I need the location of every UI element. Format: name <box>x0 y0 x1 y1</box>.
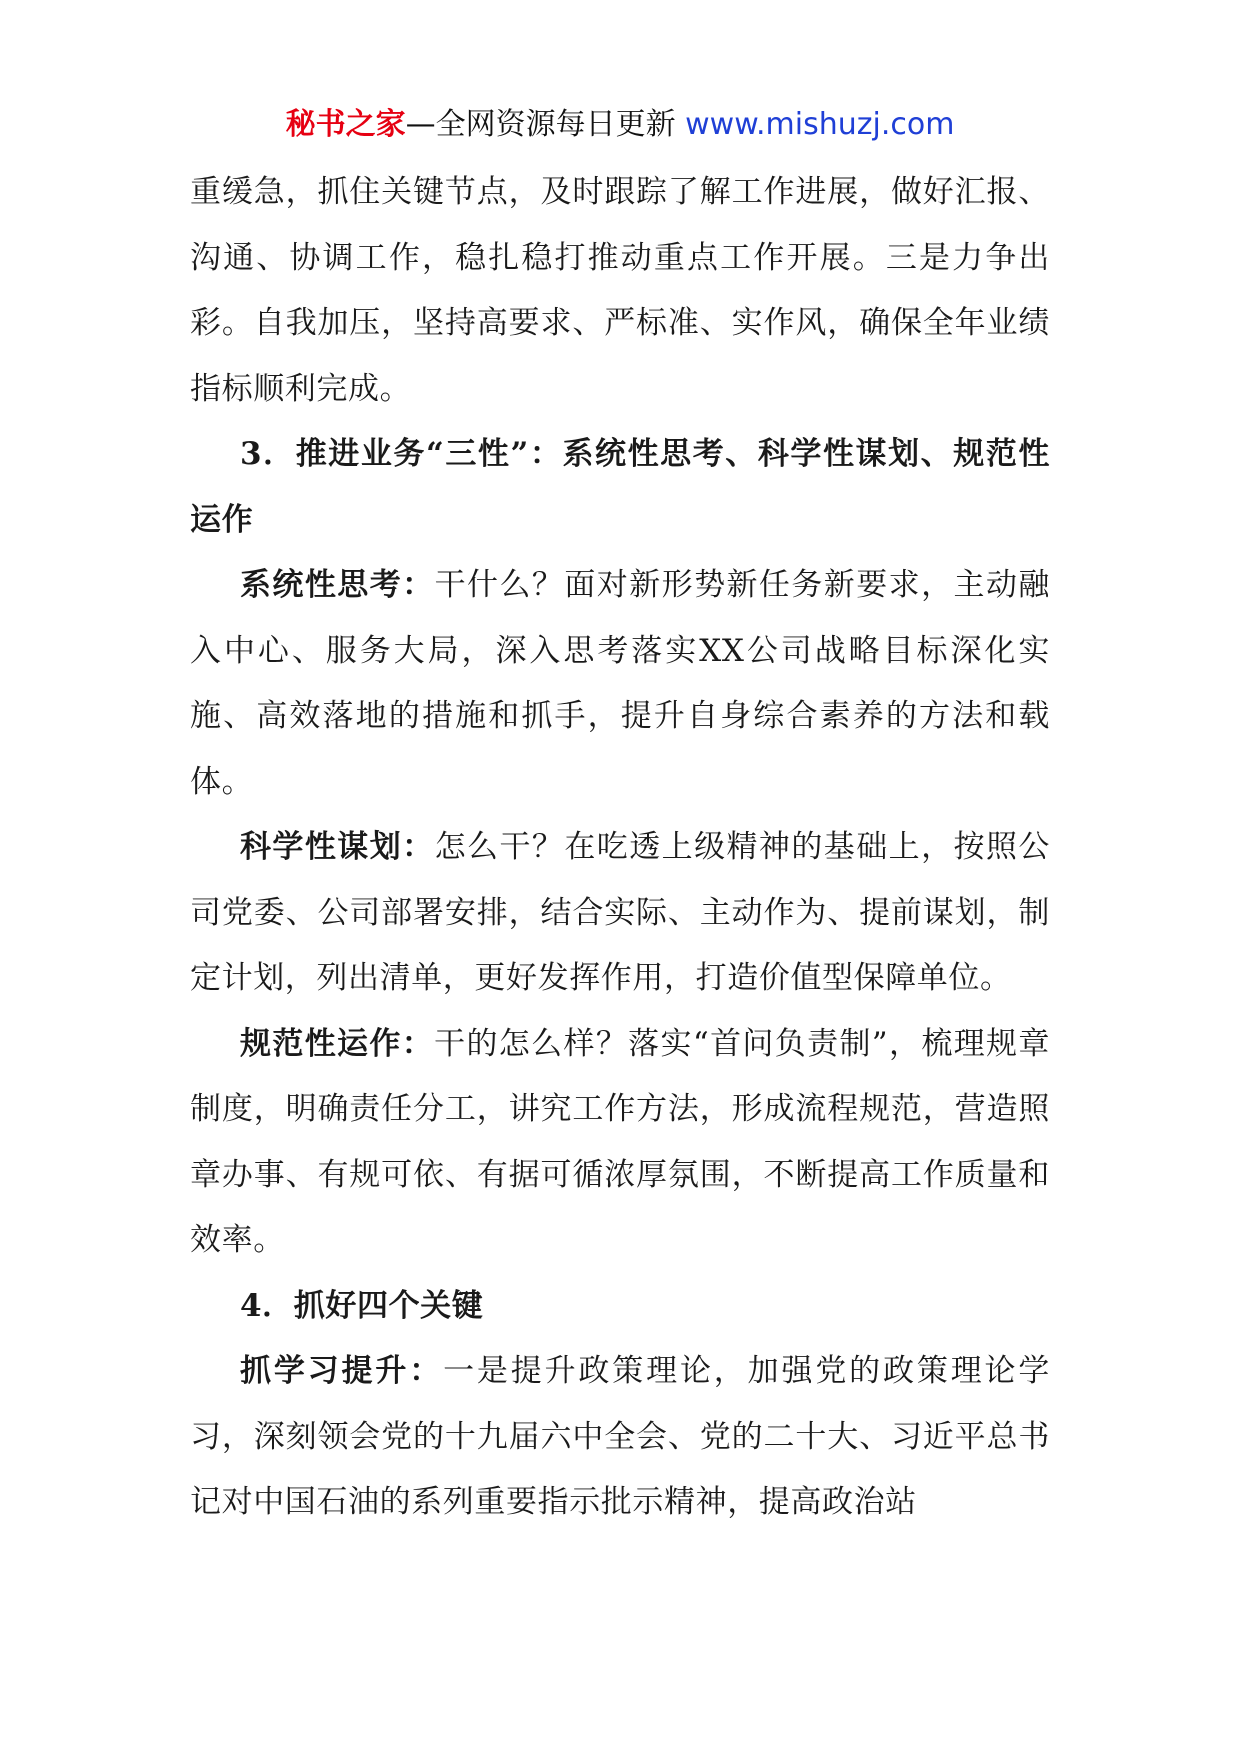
document-body <box>190 160 1050 1536</box>
section-heading-4: 4．抓好四个关键 <box>240 1287 484 1324</box>
paragraph-lead: 规范性运作： <box>240 1025 435 1062</box>
site-header <box>0 100 1240 150</box>
paragraph-learning-improvement <box>190 1339 1050 1536</box>
section-heading-3: 3．推进业务“三性”：系统性思考、科学性谋划、规范性运作 <box>190 436 1050 538</box>
paragraph-systematic-thinking <box>190 553 1050 815</box>
paragraph-text: 一是提升政策理论，加强党的政策理论学习，深刻领会党的十九届六中全会、党的二十大、习近平总书记对中国石油的系列重要指示批示精神，提高政治站 <box>190 1353 1050 1520</box>
paragraph-continuation: 重缓急，抓住关键节点，及时跟踪了解工作进展，做好汇报、沟通、协调工作，稳扎稳打推动重点工作开展。三是力争出彩。自我加压，坚持高要求、严标准、实作风，确保全年业绩指标顺利完成。 <box>190 174 1050 407</box>
site-brand: 秘书之家 <box>285 107 406 142</box>
paragraph-text: 干什么？面对新形势新任务新要求，主动融入中心、服务大局，深入思考落实XX公司战略目标深化实施、高效落地的措施和抓手，提升自身综合素养的方法和载体。 <box>190 567 1050 800</box>
paragraph-lead: 系统性思考： <box>240 567 435 603</box>
paragraph-lead: 科学性谋划： <box>240 829 435 865</box>
paragraph-text: 干的怎么样？落实“首问负责制”，梳理规章制度，明确责任分工，讲究工作方法，形成流程规范，营造照章办事、有规可依、有据可循浓厚氛围，不断提高工作质量和效率。 <box>190 1025 1050 1258</box>
site-slogan: —全网资源每日更新 <box>405 107 686 142</box>
paragraph-lead: 抓学习提升： <box>240 1353 444 1389</box>
site-url-link[interactable]: www.mishuzj.com <box>685 107 955 142</box>
paragraph-standardized-operation <box>190 1012 1050 1274</box>
paragraph-text: 怎么干？在吃透上级精神的基础上，按照公司党委、公司部署安排，结合实际、主动作为、提前谋划，制定计划，列出清单，更好发挥作用，打造价值型保障单位。 <box>190 829 1050 996</box>
paragraph-scientific-planning <box>190 815 1050 1012</box>
